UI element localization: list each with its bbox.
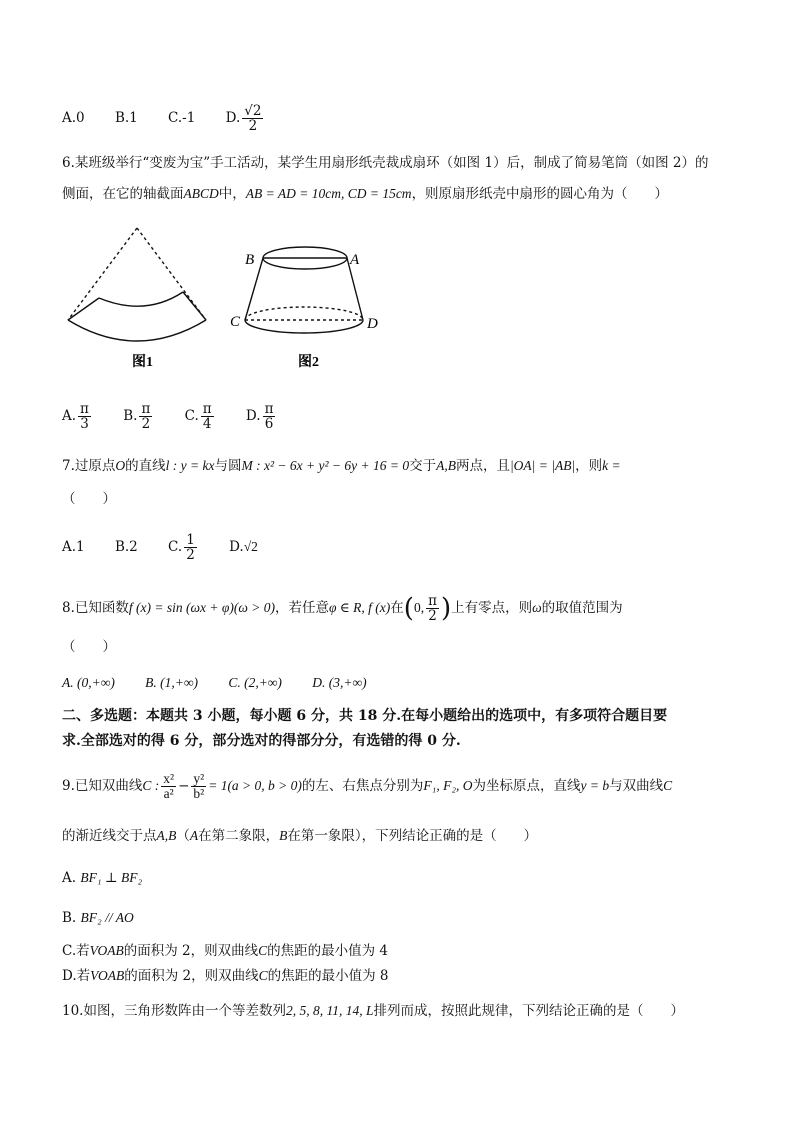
q7-line-eq: l : y = kx (165, 458, 215, 473)
q7-text-d: 交于 (409, 458, 437, 474)
q9-option-d-a: D.若 (62, 968, 91, 984)
q8-interval-den: 2 (428, 608, 437, 624)
q7-condition: |OA| = |AB| (509, 458, 576, 473)
q9-c: C : (142, 778, 160, 793)
q7-text-b: 的直线 (125, 458, 166, 474)
q6-option-a (62, 402, 93, 431)
q8-options (62, 673, 754, 693)
ring-edge-right (183, 292, 206, 320)
q8-option-c: C. (2,+∞) (228, 675, 282, 690)
q6-text-c: ，则原扇形纸壳中扇形的圆心角为（ ） (411, 186, 669, 202)
q7-option-c-num: 1 (186, 532, 195, 548)
q9-option-d (62, 966, 754, 986)
q5-option-d-prefix: D. (225, 110, 241, 126)
q8-option-a: A. (0,+∞) (62, 675, 115, 690)
q8-function: f (x) = sin (ωx + φ)(ω > 0) (128, 600, 275, 615)
q9-option-b-prefix: B. (62, 910, 77, 926)
frustum-bottom-front-arc (245, 320, 363, 333)
q8-interval-num: π (428, 593, 437, 609)
q9-cc: C (663, 778, 673, 793)
ring-inner-arc (99, 292, 183, 306)
q8-text-c: 在 (390, 600, 404, 616)
frustum-bottom-back-arc (245, 307, 363, 320)
q6-text-b: 中， (218, 186, 246, 202)
q9-text2-c: 在第二象限， (198, 828, 280, 844)
q6-stem-line2 (62, 184, 754, 204)
q5-option-b: B.1 (114, 110, 138, 126)
q9-option-b (62, 908, 754, 928)
q8-text-a: 8.已知函数 (62, 600, 129, 616)
q7-stem (62, 456, 754, 476)
q9-stem-line1: 9.已知双曲线C : $\frac{\text{x²}}{\text{a²}}$ − $\frac{\text{y²}}{\text{b²}}$ = 1(a > 0, b > 0)的左、右焦点分别为F₁, F₂, O为坐标原点，直线y = b与双曲线C (62, 771, 673, 801)
q7-options (62, 533, 754, 562)
q6-option-a-num: π (80, 401, 89, 417)
section2-heading-line2: 求.全部选对的得 6 分，部分选对的得部分分，有选错的得 0 分. (62, 733, 461, 749)
q9-eq: = 1(a > 0, b > 0) (208, 778, 302, 793)
q9-y2: y² (193, 771, 205, 786)
q9-b2: b² (193, 786, 205, 801)
q6-option-a-prefix: A. (62, 408, 77, 424)
q5-option-c: C.-1 (168, 110, 196, 126)
q9-stem-line2 (62, 826, 754, 846)
q7-option-a: A.1 (62, 539, 85, 555)
q6-condition: AB = AD = 10cm, CD = 15cm (245, 186, 412, 201)
q9-option-d-b: 的面积为 2，则双曲线 (124, 968, 259, 984)
q9-a: A (189, 828, 199, 843)
q7-option-d-value: √2 (243, 539, 258, 554)
q6-option-b-num: π (141, 401, 151, 417)
figure2-label-c: C (230, 314, 241, 330)
q7-text-e: 两点，且 (455, 458, 510, 474)
q9-option-a-text: BF₁ ⊥ BF₂ (80, 870, 143, 885)
q9-option-c-a: C.若 (62, 943, 90, 959)
q7-option-b: B.2 (114, 539, 138, 555)
section2-heading-line1: 二、多选题：本题共 3 小题，每小题 6 分，共 18 分.在每小题给出的选项中，有多项符合题目要 (62, 708, 668, 724)
q9-text-a: 9.已知双曲线 (62, 778, 143, 794)
q6-option-a-den: 3 (80, 416, 89, 432)
q7-option-c (168, 533, 199, 562)
q9-option-c-cc: C (258, 943, 268, 958)
q6-stem-line1: 6.某班级举行“变废为宝”手工活动，某学生用扇形纸壳裁成扇环（如图 1）后，制成了简易笔筒（如图 2）的 (62, 155, 709, 171)
q9-text-d: 与双曲线 (609, 778, 664, 794)
figure2-label: 图2 (298, 355, 319, 370)
q8-option-d: D. (3,+∞) (312, 675, 367, 690)
q6-option-b (123, 402, 154, 431)
q6-abcd: ABCD (183, 186, 219, 201)
q7-circle-eq: M : x² − 6x + y² − 6y + 16 = 0 (241, 458, 410, 473)
q9-text2: 的渐近线交于点 (62, 828, 157, 844)
q7-o: O (115, 458, 126, 473)
q9-b: B (279, 828, 288, 843)
q8-phi: φ ∈ R, f (x) (328, 600, 391, 615)
q6-option-b-prefix: B. (123, 408, 138, 424)
q10-text-a: 10.如图，三角形数阵由一个等差数列 (62, 1003, 286, 1019)
q9-text2-d: 在第一象限），下列结论正确的是（ ） (287, 828, 538, 844)
q8-text-e: 的取值范围为 (541, 600, 623, 616)
figure2-label-a: A (350, 252, 360, 268)
figure2-label-b: B (245, 252, 255, 268)
q7-option-c-prefix: C. (168, 539, 183, 555)
q9-option-c-vab: VOAB (89, 943, 124, 958)
q5-option-d (225, 103, 266, 134)
q6-option-b-den: 2 (141, 416, 151, 432)
q7-option-d (229, 539, 258, 555)
q6-option-d-den: 6 (264, 416, 274, 432)
q6-option-d-num: π (264, 401, 274, 417)
q9-option-c (62, 941, 754, 961)
q6-text-a: 侧面，在它的轴截面 (62, 186, 184, 202)
ring-edge-left (68, 298, 99, 320)
q7-ab: A,B (436, 458, 456, 473)
q6-option-c-prefix: C. (184, 408, 199, 424)
figure1-label: 图1 (132, 355, 153, 370)
q7-option-d-prefix: D. (229, 539, 244, 555)
q8-option-b: B. (1,+∞) (145, 675, 199, 690)
q9-option-b-text: BF₂ // AO (80, 910, 134, 925)
q6-option-d (246, 402, 278, 431)
figure2-label-d: D (367, 316, 378, 332)
q6-option-c (185, 402, 216, 431)
q9-option-a (62, 868, 754, 888)
q6-figures (62, 222, 402, 372)
q9-option-d-vab: VOAB (90, 968, 125, 983)
figure1-sector-ring (68, 228, 206, 341)
q8-stem: 8.已知函数f (x) = sin (ωx + φ)(ω > 0)，若任意φ ∈ R, f (x)在(0, $\frac{\pi}{2}$ )上有零点，则ω的取值范围为 (62, 593, 623, 624)
q7-option-c-den: 2 (186, 547, 195, 563)
q9-text2-b: （ (176, 828, 190, 844)
ring-outer-arc (68, 320, 206, 341)
q6-options (62, 402, 754, 431)
figure2-frustum (245, 247, 363, 333)
q5-option-d-denominator: 2 (248, 118, 258, 134)
q9-x2: x² (163, 771, 175, 786)
q9-a2: a² (163, 786, 174, 801)
q5-options (62, 104, 754, 133)
q8-interval-start: 0, (413, 600, 425, 615)
q6-option-c-num: π (202, 401, 212, 417)
q6-option-c-den: 4 (202, 416, 212, 432)
q9-yb: y = b (580, 778, 610, 793)
q9-option-d-cc: C (258, 968, 268, 983)
q6-option-d-prefix: D. (245, 408, 261, 424)
q8-paren: （ ） (62, 639, 116, 655)
q9-option-c-b: 的面积为 2，则双曲线 (123, 943, 259, 959)
q9-ab: A,B (156, 828, 177, 843)
q8-text-d: 上有零点，则 (451, 600, 533, 616)
q7-paren: （ ） (62, 491, 116, 507)
q8-omega: ω (532, 600, 542, 615)
q5-option-a: A.0 (62, 110, 85, 126)
q8-text-b: ，若任意 (274, 600, 329, 616)
q9-foci: F₁, F₂, O (423, 778, 473, 793)
q10-text-b: 排列而成，按照此规律，下列结论正确的是（ ） (373, 1003, 684, 1019)
q9-option-a-prefix: A. (62, 870, 77, 886)
q10-stem (62, 1001, 754, 1021)
q7-text-c: 与圆 (214, 458, 242, 474)
q5-option-d-numerator: √2 (244, 103, 262, 119)
q9-text-c: 为坐标原点，直线 (472, 778, 581, 794)
q9-option-d-c: 的焦距的最小值为 8 (267, 968, 389, 984)
q7-k: k = (602, 458, 621, 473)
q10-sequence: 2, 5, 8, 11, 14, L (285, 1003, 374, 1018)
q7-text-f: ，则 (575, 458, 603, 474)
q7-text-a: 7.过原点 (62, 458, 116, 474)
q9-option-c-c: 的焦距的最小值为 4 (267, 943, 389, 959)
q9-text-b: 的左、右焦点分别为 (301, 778, 424, 794)
